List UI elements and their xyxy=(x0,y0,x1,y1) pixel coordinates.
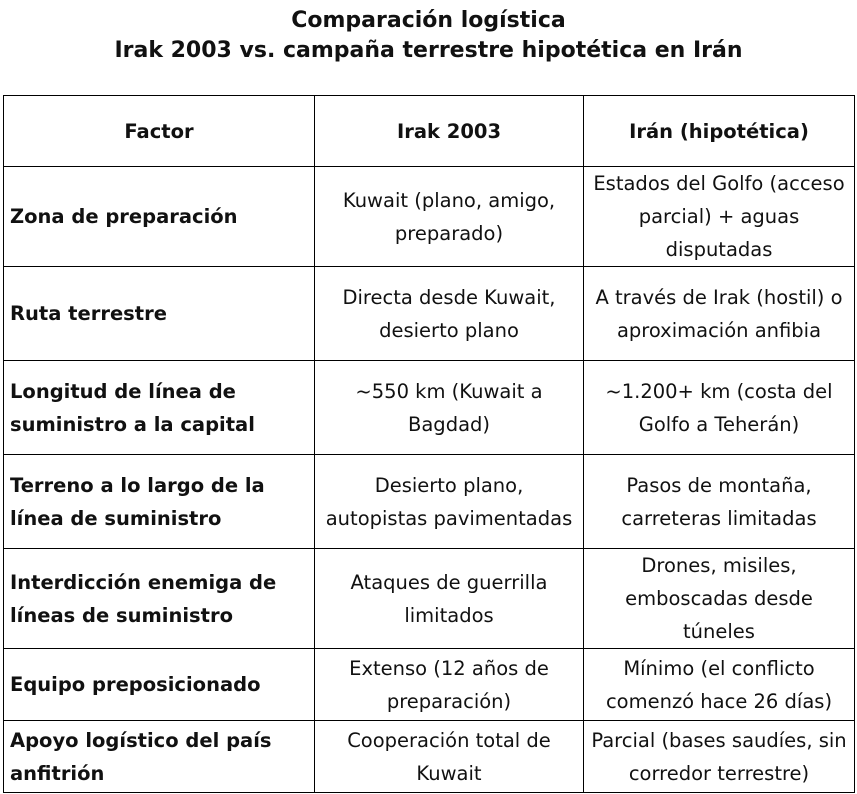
row-factor: Interdicción enemiga de líneas de suministro xyxy=(4,549,315,649)
row-factor: Ruta terrestre xyxy=(4,267,315,361)
table-header-row xyxy=(4,96,855,167)
row-irak-value: Desierto plano, autopistas pavimentadas xyxy=(315,455,584,549)
row-iran-value: Mínimo (el conflicto comenzó hace 26 días) xyxy=(584,649,855,721)
table-row xyxy=(4,549,855,649)
row-irak-value: ~550 km (Kuwait a Bagdad) xyxy=(315,361,584,455)
column-header-irak-2003: Irak 2003 xyxy=(315,96,584,167)
title-line-2: Irak 2003 vs. campaña terrestre hipotética en Irán xyxy=(114,38,743,63)
row-factor: Apoyo logístico del país anfitrión xyxy=(4,721,315,793)
column-header-factor: Factor xyxy=(4,96,315,167)
row-irak-value: Ataques de guerrilla limitados xyxy=(315,549,584,649)
table-row xyxy=(4,455,855,549)
title-line-1: Comparación logística xyxy=(291,8,566,33)
row-factor: Longitud de línea de suministro a la capital xyxy=(4,361,315,455)
table-row xyxy=(4,361,855,455)
row-factor: Equipo preposicionado xyxy=(4,649,315,721)
table-row xyxy=(4,167,855,267)
table-row xyxy=(4,649,855,721)
row-factor: Zona de preparación xyxy=(4,167,315,267)
comparison-table xyxy=(3,95,855,793)
row-iran-value: Drones, misiles, emboscadas desde túneles xyxy=(584,549,855,649)
row-iran-value: A través de Irak (hostil) o aproximación anfibia xyxy=(584,267,855,361)
row-irak-value: Kuwait (plano, amigo, preparado) xyxy=(315,167,584,267)
row-iran-value: ~1.200+ km (costa del Golfo a Teherán) xyxy=(584,361,855,455)
row-iran-value: Parcial (bases saudíes, sin corredor terrestre) xyxy=(584,721,855,793)
table-row xyxy=(4,267,855,361)
row-irak-value: Directa desde Kuwait, desierto plano xyxy=(315,267,584,361)
row-iran-value: Estados del Golfo (acceso parcial) + aguas disputadas xyxy=(584,167,855,267)
row-factor: Terreno a lo largo de la línea de suministro xyxy=(4,455,315,549)
table-row xyxy=(4,721,855,793)
row-iran-value: Pasos de montaña, carreteras limitadas xyxy=(584,455,855,549)
row-irak-value: Cooperación total de Kuwait xyxy=(315,721,584,793)
row-irak-value: Extenso (12 años de preparación) xyxy=(315,649,584,721)
page-title xyxy=(0,0,857,82)
column-header-iran-hipotetica: Irán (hipotética) xyxy=(584,96,855,167)
